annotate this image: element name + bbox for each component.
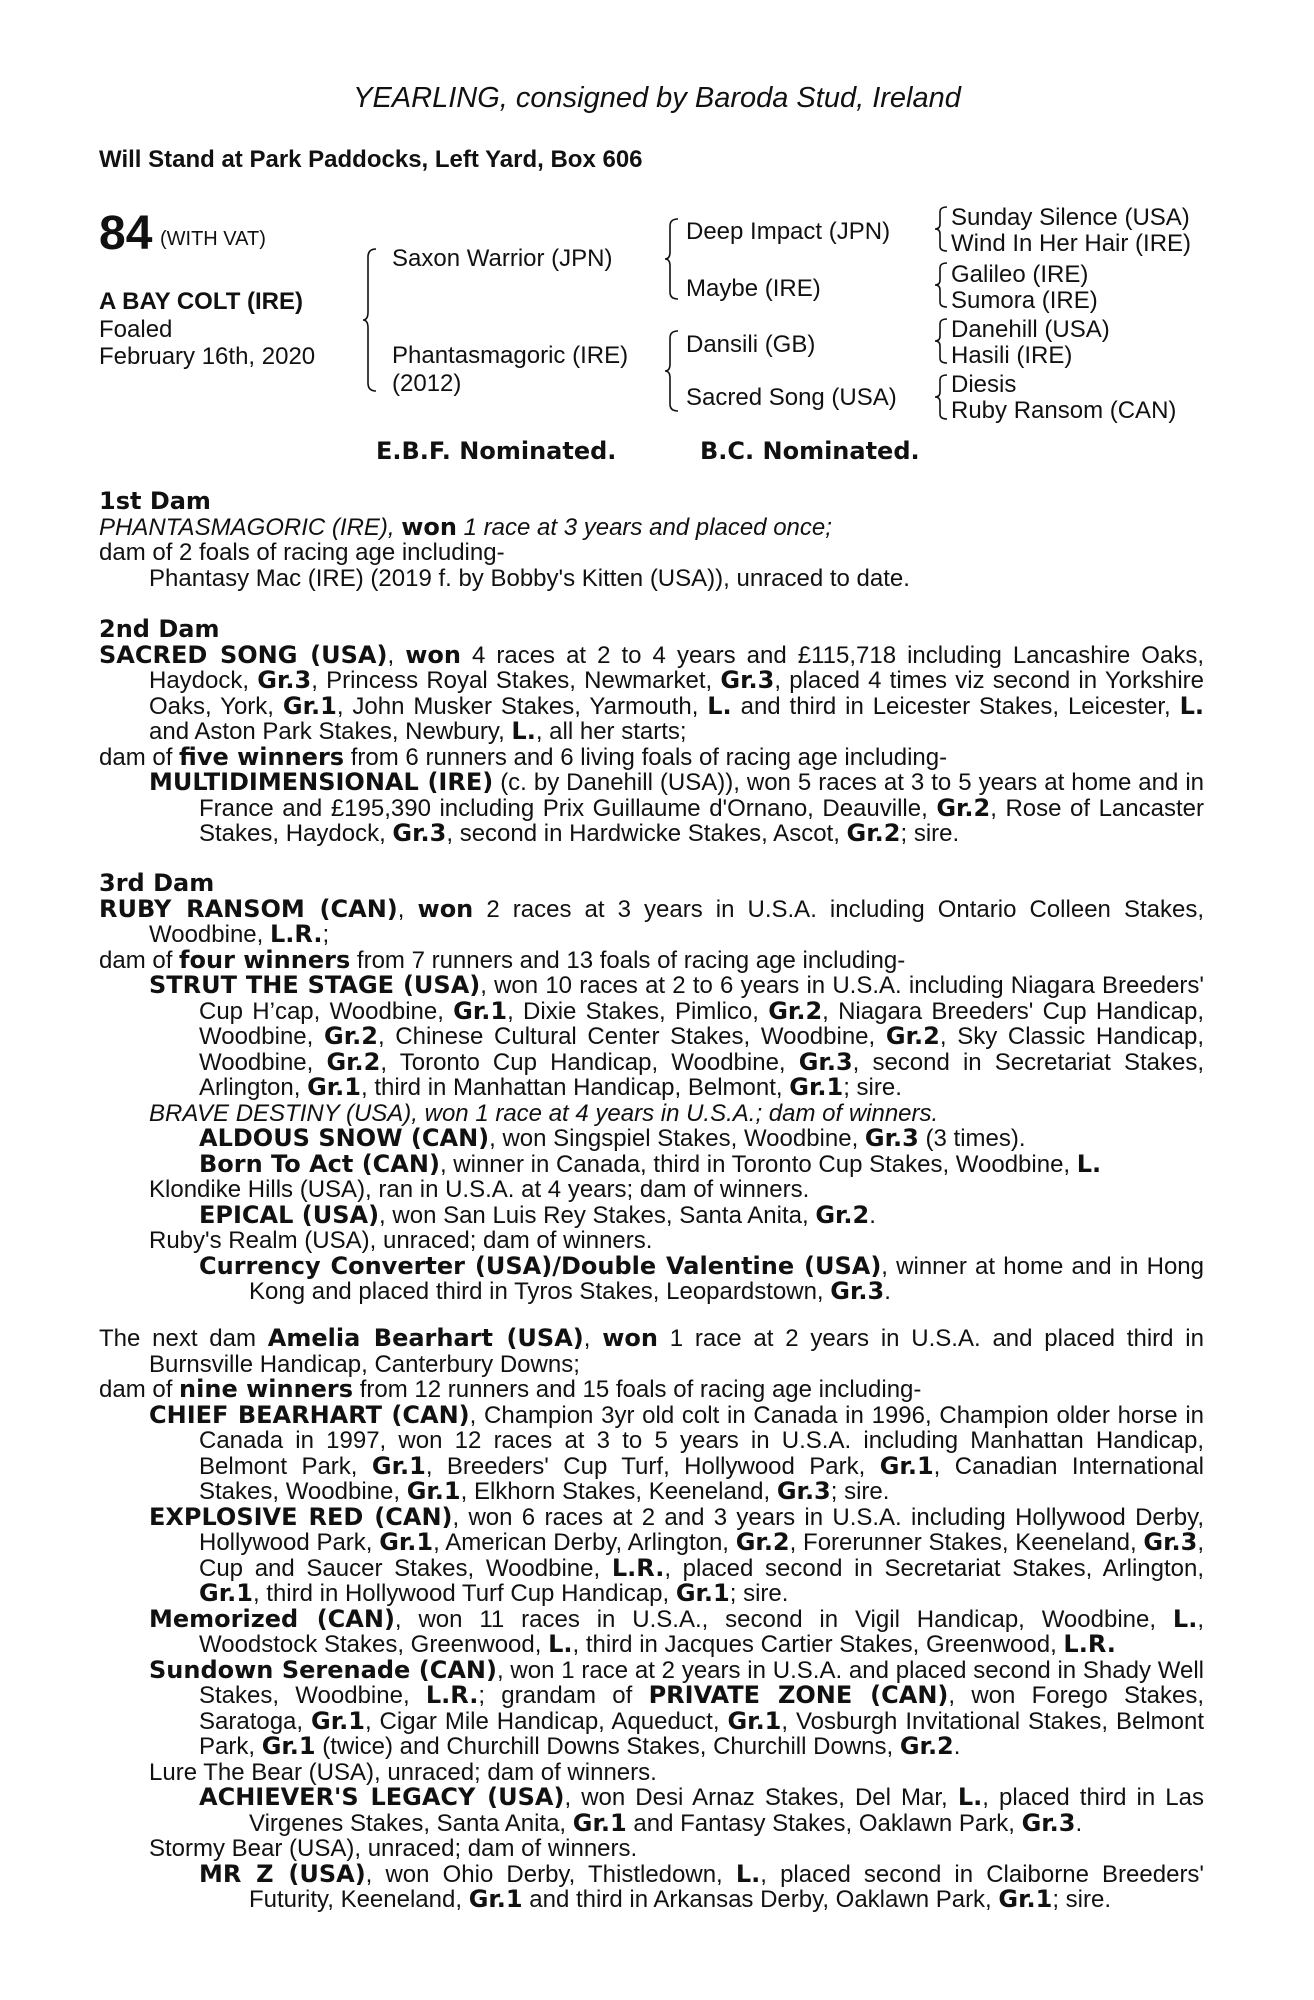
pedigree-g3-5: Danehill (USA)	[951, 316, 1110, 343]
second-dam-heading: 2nd Dam	[99, 615, 220, 643]
next-dam-produce-item: Memorized (CAN), won 11 races in U.S.A., second in Vigil Handicap, Woodbine, L., Woodstock Stakes, Greenwood, L., third in Jacques Cartier Stakes, Greenwood, L.R.	[149, 1604, 1204, 1658]
pedigree-dam-sire: Dansili (GB)	[686, 331, 816, 358]
next-dam-section	[99, 1326, 1204, 1913]
pedigree-dam-dam: Sacred Song (USA)	[686, 384, 897, 411]
pedigree-bracket-sire	[664, 218, 680, 300]
second-dam-record: SACRED SONG (USA), won 4 races at 2 to 4 years and £115,718 including Lancashire Oaks, Haydock, Gr.3, Princess Royal Stakes, Newmarket, Gr.3, placed 4 times viz second in Yorkshire Oaks, York, Gr.1, John Musker Stakes, Yarmouth, L. and third in Leicester Stakes, Leicester, L. and Aston Park Stakes, Newbury, L., all her starts;	[99, 640, 1204, 745]
lot-number: 84	[99, 207, 153, 260]
third-dam-heading: 3rd Dam	[99, 869, 215, 897]
foaling-info	[99, 316, 315, 370]
first-dam-produce: Phantasy Mac (IRE) (2019 f. by Bobby's Kitten (USA)), unraced to date.	[149, 564, 910, 592]
third-dam-produce-item: BRAVE DESTINY (USA), won 1 race at 4 years in U.S.A.; dam of winners.	[149, 1099, 939, 1127]
first-dam-heading: 1st Dam	[99, 487, 211, 515]
pedigree-sire-sire: Deep Impact (JPN)	[686, 218, 891, 245]
pedigree-g3-1: Sunday Silence (USA)	[951, 204, 1190, 231]
ebf-nomination: E.B.F. Nominated.	[376, 437, 617, 465]
second-dam-section	[99, 617, 1204, 847]
pedigree-dam: Phantasmagoric (IRE)	[392, 342, 629, 369]
pedigree-g3-8: Ruby Ransom (CAN)	[951, 397, 1177, 424]
consignment-line: YEARLING, consigned by Baroda Stud, Ireland	[353, 82, 961, 114]
pedigree-bracket-g1	[934, 206, 948, 252]
pedigree-g3-2: Wind In Her Hair (IRE)	[951, 230, 1192, 257]
third-dam-produce-item: Klondike Hills (USA), ran in U.S.A. at 4 years; dam of winners.	[149, 1176, 810, 1203]
bc-nomination: B.C. Nominated.	[700, 437, 920, 465]
next-dam-summary: dam of nine winners from 12 runners and 15 foals of racing age including-	[99, 1375, 922, 1403]
third-dam-produce-item: EPICAL (USA), won San Luis Rey Stakes, Santa Anita, Gr.2.	[199, 1200, 876, 1229]
vat-note: (WITH VAT)	[160, 228, 266, 250]
foaled-label: Foaled	[99, 316, 173, 343]
third-dam-record: RUBY RANSOM (CAN), won 2 races at 3 years in U.S.A. including Ontario Colleen Stakes, Woodbine, L.R.;	[99, 894, 1205, 948]
third-dam-summary: dam of four winners from 7 runners and 13 foals of racing age including-	[99, 945, 906, 974]
second-dam-produce-item: MULTIDIMENSIONAL (IRE) (c. by Danehill (USA)), won 5 races at 3 to 5 years at home and in France and £195,390 including Prix Guillaume d'Ornano, Deauville, Gr.2, Rose of Lancaster Stakes, Haydock, Gr.3, second in Hardwicke Stakes, Ascot, Gr.2; sire.	[149, 768, 1205, 847]
foaled-date: February 16th, 2020	[99, 343, 316, 370]
pedigree-dam-year: (2012)	[392, 370, 462, 397]
next-dam-record: The next dam Amelia Bearhart (USA), won 1 race at 2 years in U.S.A. and placed third in Burnsville Handicap, Canterbury Downs;	[99, 1324, 1204, 1378]
third-dam-produce-item: ALDOUS SNOW (CAN), won Singspiel Stakes, Woodbine, Gr.3 (3 times).	[199, 1124, 1026, 1152]
pedigree-g3-7: Diesis	[951, 371, 1017, 398]
third-dam-produce-item: Currency Converter (USA)/Double Valentine (USA), winner at home and in Hong Kong and placed third in Tyros Stakes, Leopardstown, Gr.3.	[199, 1251, 1204, 1305]
next-dam-produce-item: EXPLOSIVE RED (CAN), won 6 races at 2 and 3 years in U.S.A. including Hollywood Derby, Hollywood Park, Gr.1, American Derby, Arlington, Gr.2, Forerunner Stakes, Keeneland, Gr.3, Cup and Saucer Stakes, Woodbine, L.R., placed second in Secretariat Stakes, Arlington, Gr.1, third in Hollywood Turf Cup Handicap, Gr.1; sire.	[149, 1502, 1205, 1607]
next-dam-produce-item: CHIEF BEARHART (CAN), Champion 3yr old colt in Canada in 1996, Champion older horse in Canada in 1997, won 12 races at 3 to 5 years in U.S.A. including Manhattan Handicap, Belmont Park, Gr.1, Breeders' Cup Turf, Hollywood Park, Gr.1, Canadian International Stakes, Woodbine, Gr.1, Elkhorn Stakes, Keeneland, Gr.3; sire.	[149, 1400, 1204, 1505]
first-dam-record: PHANTASMAGORIC (IRE), won 1 race at 3 years and placed once;	[99, 512, 832, 541]
pedigree-bracket-main	[362, 248, 378, 392]
next-dam-produce-item: MR Z (USA), won Ohio Derby, Thistledown, L., placed second in Claiborne Breeders' Futurity, Keeneland, Gr.1 and third in Arkansas Derby, Oaklawn Park, Gr.1; sire.	[199, 1859, 1205, 1913]
third-dam-produce-item: STRUT THE STAGE (USA), won 10 races at 2 to 6 years in U.S.A. including Niagara Breeders' Cup H’cap, Woodbine, Gr.1, Dixie Stakes, Pimlico, Gr.2, Niagara Breeders' Cup Handicap, Woodbine, Gr.2, Chinese Cultural Center Stakes, Woodbine, Gr.2, Sky Classic Handicap, Woodbine, Gr.2, Toronto Cup Handicap, Woodbine, Gr.3, second in Secretariat Stakes, Arlington, Gr.1, third in Manhattan Handicap, Belmont, Gr.1; sire.	[149, 971, 1204, 1101]
pedigree-sire: Saxon Warrior (JPN)	[392, 245, 613, 272]
next-dam-produce-item: Sundown Serenade (CAN), won 1 race at 2 years in U.S.A. and placed second in Shady Well Stakes, Woodbine, L.R.; grandam of PRIVATE ZONE (CAN), won Forego Stakes, Saratoga, Gr.1, Cigar Mile Handicap, Aqueduct, Gr.1, Vosburgh Invitational Stakes, Belmont Park, Gr.1 (twice) and Churchill Downs Stakes, Churchill Downs, Gr.2.	[149, 1655, 1205, 1760]
third-dam-section	[99, 871, 1204, 1305]
pedigree-g3-3: Galileo (IRE)	[951, 261, 1089, 288]
pedigree-bracket-g4	[934, 374, 948, 420]
pedigree-g3-4: Sumora (IRE)	[951, 287, 1098, 314]
next-dam-produce-item: Lure The Bear (USA), unraced; dam of winners.	[149, 1758, 657, 1786]
first-dam-summary: dam of 2 foals of racing age including-	[99, 539, 505, 566]
pedigree-bracket-dam	[664, 330, 680, 412]
pedigree-bracket-g3	[934, 318, 948, 364]
second-dam-summary: dam of five winners from 6 runners and 6 living foals of racing age including-	[99, 742, 948, 771]
next-dam-produce-item: ACHIEVER'S LEGACY (USA), won Desi Arnaz Stakes, Del Mar, L., placed third in Las Virgenes Stakes, Santa Anita, Gr.1 and Fantasy Stakes, Oaklawn Park, Gr.3.	[199, 1783, 1204, 1837]
third-dam-produce-item: Born To Act (CAN), winner in Canada, third in Toronto Cup Stakes, Woodbine, L.	[199, 1149, 1102, 1178]
first-dam-section	[99, 489, 1204, 591]
pedigree-g3-6: Hasili (IRE)	[951, 342, 1073, 369]
stand-location: Will Stand at Park Paddocks, Left Yard, Box 606	[99, 146, 643, 173]
pedigree-bracket-g2	[934, 262, 948, 308]
pedigree-sire-dam: Maybe (IRE)	[686, 275, 821, 302]
next-dam-produce-item: Stormy Bear (USA), unraced; dam of winners.	[149, 1835, 638, 1862]
third-dam-produce-item: Ruby's Realm (USA), unraced; dam of winners.	[149, 1227, 653, 1254]
horse-description: A BAY COLT (IRE)	[99, 288, 304, 315]
